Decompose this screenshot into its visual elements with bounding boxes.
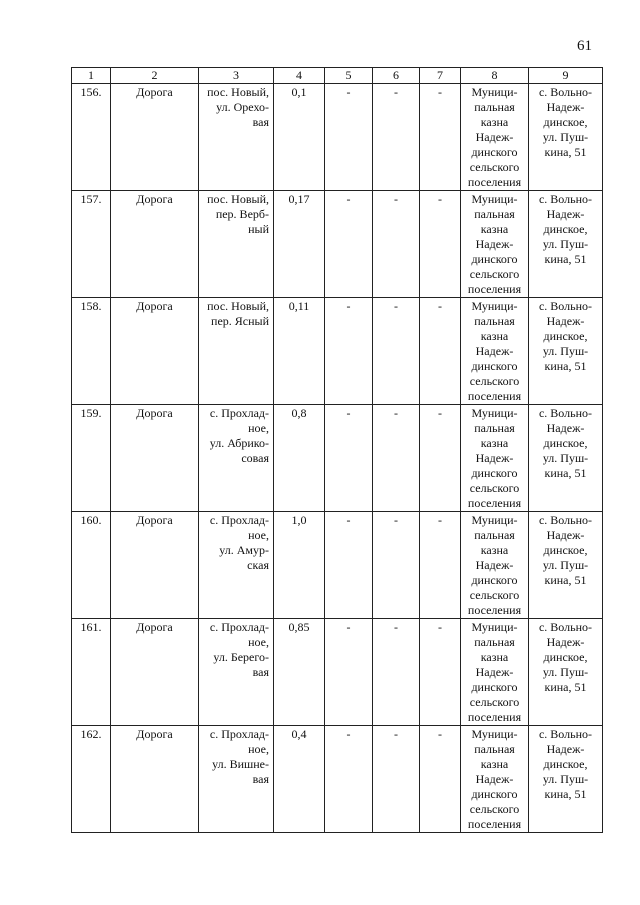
row-number-cell: 158. <box>72 298 111 405</box>
owner-cell-line: пальная <box>474 528 515 542</box>
length-cell: 0,11 <box>274 298 325 405</box>
row-number-cell: 161. <box>72 619 111 726</box>
owner-cell <box>461 619 529 726</box>
length-cell: 0,17 <box>274 191 325 298</box>
owner-cell-line: сельского <box>469 588 520 602</box>
owner-location-cell <box>529 726 603 833</box>
object-type-cell: Дорога <box>111 512 199 619</box>
owner-cell-line: динского <box>471 359 518 373</box>
column-5-cell: - <box>325 619 373 726</box>
owner-cell-line: пальная <box>474 100 515 114</box>
owner-location-cell <box>529 84 603 191</box>
address-cell-line: ская <box>247 558 269 572</box>
owner-cell-line: казна <box>480 436 509 450</box>
owner-cell-line: сельского <box>469 481 520 495</box>
owner-cell-line: казна <box>480 650 509 664</box>
address-cell <box>199 512 274 619</box>
column-5-cell: - <box>325 726 373 833</box>
owner-cell-line: казна <box>480 115 509 129</box>
column-header: 9 <box>529 68 603 84</box>
length-cell: 0,1 <box>274 84 325 191</box>
column-7-cell: - <box>420 512 461 619</box>
owner-cell-line: Надеж- <box>475 558 514 572</box>
row-number-cell: 156. <box>72 84 111 191</box>
table-row <box>72 405 603 512</box>
owner-cell-line: сельского <box>469 267 520 281</box>
column-header: 2 <box>111 68 199 84</box>
owner-cell-line: динского <box>471 573 518 587</box>
page-number: 61 <box>577 38 592 54</box>
owner-cell-line: Надеж- <box>475 130 514 144</box>
owner-location-cell-line: кина, 51 <box>544 252 587 266</box>
owner-cell-line: поселения <box>467 175 522 189</box>
column-7-cell: - <box>420 191 461 298</box>
owner-location-cell-line: с. Вольно- <box>538 192 593 206</box>
owner-location-cell-line: кина, 51 <box>544 359 587 373</box>
owner-cell-line: динского <box>471 787 518 801</box>
object-type-cell: Дорога <box>111 191 199 298</box>
address-cell-line: ное, <box>248 528 269 542</box>
address-cell-line: ный <box>248 222 269 236</box>
column-5-cell: - <box>325 84 373 191</box>
owner-location-cell-line: кина, 51 <box>544 145 587 159</box>
column-7-cell: - <box>420 298 461 405</box>
row-number-cell: 160. <box>72 512 111 619</box>
address-cell-line: с. Прохлад- <box>209 727 269 741</box>
owner-location-cell <box>529 405 603 512</box>
column-5-cell: - <box>325 405 373 512</box>
owner-cell-line: казна <box>480 222 509 236</box>
owner-location-cell-line: Надеж- <box>546 314 585 328</box>
owner-cell-line: пальная <box>474 635 515 649</box>
address-cell-line: пос. Новый, <box>207 299 269 313</box>
owner-location-cell-line: динское, <box>543 115 588 129</box>
owner-location-cell-line: ул. Пуш- <box>542 451 589 465</box>
register-body <box>72 84 603 833</box>
owner-cell-line: пальная <box>474 421 515 435</box>
column-5-cell: - <box>325 512 373 619</box>
length-cell: 0,8 <box>274 405 325 512</box>
owner-location-cell-line: с. Вольно- <box>538 406 593 420</box>
row-number-cell: 159. <box>72 405 111 512</box>
owner-location-cell-line: Надеж- <box>546 528 585 542</box>
address-cell-line: ное, <box>248 742 269 756</box>
owner-cell-line: поселения <box>467 817 522 831</box>
owner-location-cell-line: динское, <box>543 222 588 236</box>
owner-cell <box>461 191 529 298</box>
owner-location-cell-line: кина, 51 <box>544 787 587 801</box>
column-7-cell: - <box>420 84 461 191</box>
table-row <box>72 191 603 298</box>
owner-location-cell-line: с. Вольно- <box>538 620 593 634</box>
address-cell-line: с. Прохлад- <box>209 513 269 527</box>
table-row <box>72 726 603 833</box>
owner-location-cell <box>529 298 603 405</box>
address-cell <box>199 405 274 512</box>
owner-cell-line: Муници- <box>471 192 518 206</box>
owner-location-cell-line: динское, <box>543 757 588 771</box>
owner-cell-line: казна <box>480 757 509 771</box>
owner-location-cell-line: с. Вольно- <box>538 513 593 527</box>
owner-cell-line: Муници- <box>471 727 518 741</box>
property-register-table <box>71 67 603 833</box>
length-cell: 0,85 <box>274 619 325 726</box>
owner-location-cell-line: ул. Пуш- <box>542 772 589 786</box>
owner-cell-line: Муници- <box>471 299 518 313</box>
column-6-cell: - <box>373 298 420 405</box>
address-cell-line: пер. Ясный <box>211 314 269 328</box>
owner-cell-line: динского <box>471 680 518 694</box>
owner-cell <box>461 405 529 512</box>
owner-location-cell-line: динское, <box>543 436 588 450</box>
address-cell-line: ул. Амур- <box>219 543 269 557</box>
owner-location-cell-line: с. Вольно- <box>538 299 593 313</box>
owner-location-cell-line: кина, 51 <box>544 680 587 694</box>
owner-location-cell-line: Надеж- <box>546 207 585 221</box>
address-cell-line: с. Прохлад- <box>209 620 269 634</box>
column-7-cell: - <box>420 619 461 726</box>
table-row <box>72 512 603 619</box>
column-6-cell: - <box>373 405 420 512</box>
column-6-cell: - <box>373 512 420 619</box>
column-7-cell: - <box>420 405 461 512</box>
row-number-cell: 162. <box>72 726 111 833</box>
header-row <box>72 68 603 84</box>
address-cell-line: вая <box>252 665 269 679</box>
table-row <box>72 619 603 726</box>
owner-location-cell-line: ул. Пуш- <box>542 558 589 572</box>
owner-cell <box>461 726 529 833</box>
owner-cell <box>461 84 529 191</box>
address-cell-line: ул. Берего- <box>213 650 269 664</box>
row-number-cell: 157. <box>72 191 111 298</box>
address-cell-line: с. Прохлад- <box>209 406 269 420</box>
owner-location-cell-line: динское, <box>543 650 588 664</box>
address-cell-line: ное, <box>248 635 269 649</box>
owner-location-cell-line: Надеж- <box>546 421 585 435</box>
object-type-cell: Дорога <box>111 726 199 833</box>
table-row <box>72 298 603 405</box>
address-cell <box>199 84 274 191</box>
owner-location-cell-line: Надеж- <box>546 742 585 756</box>
owner-location-cell-line: динское, <box>543 543 588 557</box>
address-cell <box>199 298 274 405</box>
owner-location-cell-line: Надеж- <box>546 100 585 114</box>
owner-cell-line: сельского <box>469 802 520 816</box>
column-header: 5 <box>325 68 373 84</box>
owner-location-cell-line: кина, 51 <box>544 466 587 480</box>
owner-cell-line: казна <box>480 329 509 343</box>
address-cell <box>199 191 274 298</box>
object-type-cell: Дорога <box>111 619 199 726</box>
owner-location-cell-line: ул. Пуш- <box>542 237 589 251</box>
column-6-cell: - <box>373 84 420 191</box>
owner-cell-line: Надеж- <box>475 237 514 251</box>
object-type-cell: Дорога <box>111 298 199 405</box>
owner-location-cell-line: Надеж- <box>546 635 585 649</box>
owner-location-cell <box>529 191 603 298</box>
column-header: 1 <box>72 68 111 84</box>
owner-cell-line: динского <box>471 145 518 159</box>
owner-cell-line: Надеж- <box>475 772 514 786</box>
owner-cell-line: пальная <box>474 207 515 221</box>
column-5-cell: - <box>325 191 373 298</box>
owner-location-cell-line: динское, <box>543 329 588 343</box>
column-header: 7 <box>420 68 461 84</box>
owner-cell-line: поселения <box>467 603 522 617</box>
address-cell-line: ул. Абрико- <box>209 436 269 450</box>
owner-cell-line: поселения <box>467 389 522 403</box>
owner-cell-line: поселения <box>467 282 522 296</box>
column-header: 8 <box>461 68 529 84</box>
address-cell-line: пос. Новый, <box>207 85 269 99</box>
owner-location-cell-line: с. Вольно- <box>538 85 593 99</box>
owner-location-cell <box>529 619 603 726</box>
address-cell-line: ул. Орехо- <box>216 100 269 114</box>
object-type-cell: Дорога <box>111 405 199 512</box>
address-cell-line: ное, <box>248 421 269 435</box>
owner-location-cell-line: с. Вольно- <box>538 727 593 741</box>
column-6-cell: - <box>373 726 420 833</box>
owner-location-cell-line: кина, 51 <box>544 573 587 587</box>
owner-cell-line: сельского <box>469 374 520 388</box>
owner-cell <box>461 298 529 405</box>
owner-cell-line: Надеж- <box>475 451 514 465</box>
object-type-cell: Дорога <box>111 84 199 191</box>
owner-cell-line: Надеж- <box>475 665 514 679</box>
owner-cell-line: сельского <box>469 695 520 709</box>
owner-location-cell-line: ул. Пуш- <box>542 665 589 679</box>
owner-cell-line: Надеж- <box>475 344 514 358</box>
table-row <box>72 84 603 191</box>
owner-cell-line: Муници- <box>471 406 518 420</box>
address-cell-line: вая <box>252 115 269 129</box>
column-6-cell: - <box>373 191 420 298</box>
owner-location-cell <box>529 512 603 619</box>
column-5-cell: - <box>325 298 373 405</box>
owner-cell-line: Муници- <box>471 620 518 634</box>
address-cell-line: пер. Верб- <box>215 207 269 221</box>
owner-cell-line: поселения <box>467 710 522 724</box>
column-header: 3 <box>199 68 274 84</box>
address-cell-line: пос. Новый, <box>207 192 269 206</box>
address-cell <box>199 619 274 726</box>
length-cell: 1,0 <box>274 512 325 619</box>
owner-location-cell-line: ул. Пуш- <box>542 344 589 358</box>
column-6-cell: - <box>373 619 420 726</box>
owner-cell-line: поселения <box>467 496 522 510</box>
owner-cell-line: сельского <box>469 160 520 174</box>
length-cell: 0,4 <box>274 726 325 833</box>
column-header: 6 <box>373 68 420 84</box>
column-7-cell: - <box>420 726 461 833</box>
owner-cell-line: Муници- <box>471 85 518 99</box>
address-cell-line: вая <box>252 772 269 786</box>
address-cell <box>199 726 274 833</box>
owner-cell-line: динского <box>471 252 518 266</box>
column-header: 4 <box>274 68 325 84</box>
owner-cell-line: казна <box>480 543 509 557</box>
owner-cell <box>461 512 529 619</box>
owner-cell-line: динского <box>471 466 518 480</box>
owner-cell-line: Муници- <box>471 513 518 527</box>
address-cell-line: совая <box>241 451 269 465</box>
owner-cell-line: пальная <box>474 742 515 756</box>
address-cell-line: ул. Вишне- <box>212 757 269 771</box>
owner-location-cell-line: ул. Пуш- <box>542 130 589 144</box>
owner-cell-line: пальная <box>474 314 515 328</box>
